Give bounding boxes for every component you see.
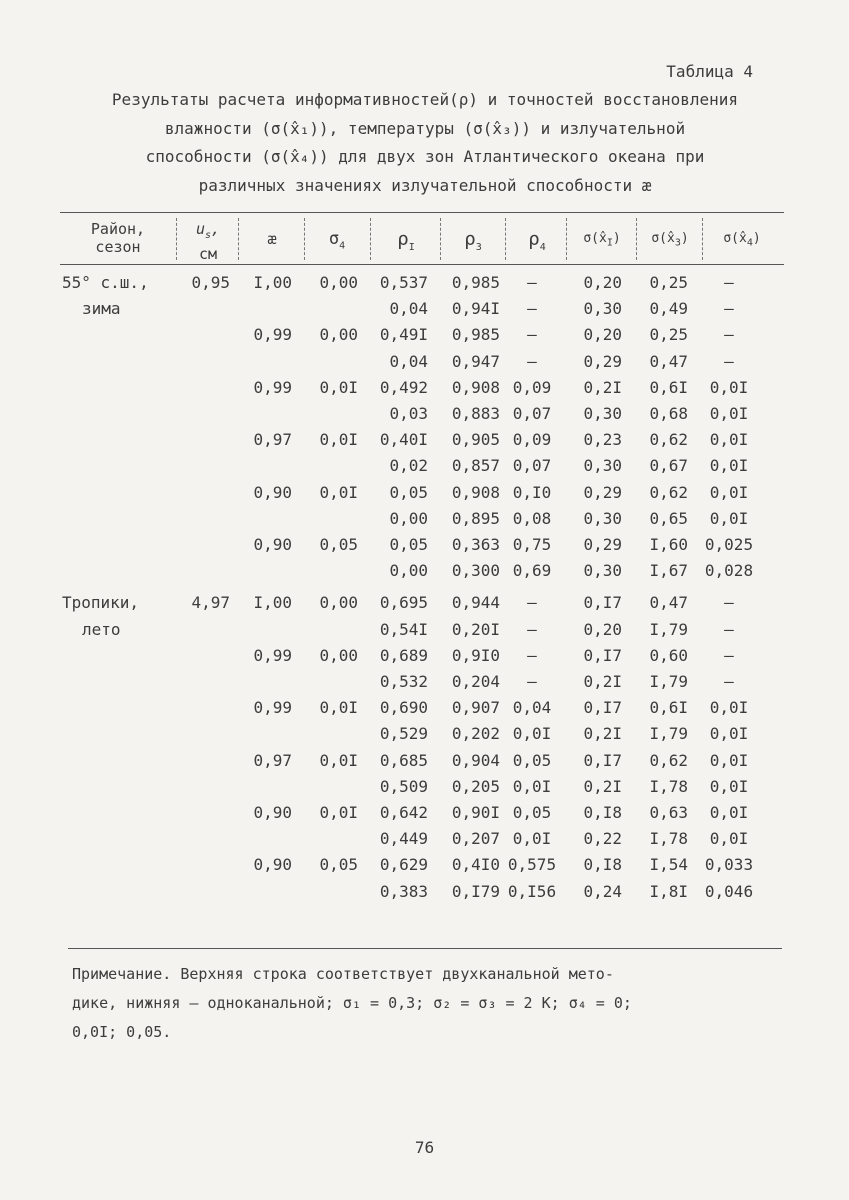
table-cell-sx4: 0,0I	[709, 776, 749, 796]
table-cell-sx1: 0,24	[583, 881, 622, 901]
footnote-rule	[68, 948, 782, 949]
table-cell-r3: 0,895	[451, 508, 500, 528]
header-us	[180, 220, 236, 263]
table-cell-sx1: 0,22	[583, 829, 622, 849]
table-cell-sx1: 0,23	[583, 430, 622, 450]
table-cell-r3: 0,4I0	[451, 855, 500, 875]
header-us-unit: см	[198, 245, 218, 263]
table-cell-r4: –	[527, 672, 537, 691]
table-cell-sx4: 0,0I	[709, 829, 749, 849]
table-cell-r4: 0,0I	[512, 829, 552, 849]
column-separator	[370, 218, 371, 260]
table-cell-r1: 0,05	[389, 535, 428, 554]
table-cell-s4: 0,00	[319, 273, 358, 292]
table-cell-us: 4,97	[191, 593, 230, 613]
table-cell-r4: –	[527, 325, 537, 345]
table-cell-r3: 0,947	[451, 351, 500, 371]
table-cell-sx4: 0,0I	[709, 724, 749, 744]
header-rho1-sub: I	[408, 241, 415, 253]
table-cell-ae: I,00	[253, 273, 292, 292]
table-cell-r4: –	[527, 645, 537, 665]
header-rho3-symbol: ρ	[464, 228, 476, 250]
caption-line: Результаты расчета информативностей(ρ) и точностей восстановления	[111, 90, 739, 109]
table-cell-sx3: 0,63	[649, 803, 688, 822]
table-cell-r1: 0,49I	[379, 325, 428, 345]
table-cell-sx1: 0,29	[583, 351, 622, 371]
table-cell-r4: –	[527, 299, 537, 319]
table-cell-r3: 0,363	[451, 535, 500, 554]
table-cell-region: 55° с.ш.,	[62, 273, 149, 292]
table-cell-r1: 0,00	[389, 561, 428, 581]
table-cell-sx3: I,78	[649, 829, 688, 849]
table-cell-r1: 0,04	[389, 351, 428, 371]
table-cell-s4: 0,0I	[319, 750, 358, 770]
table-cell-sx1: 0,I7	[583, 750, 622, 770]
table-cell-sx1: 0,2I	[583, 377, 622, 397]
table-cell-region: Тропики,	[62, 593, 140, 613]
header-sx1	[568, 230, 636, 253]
table-cell-sx4: 0,028	[704, 561, 754, 581]
table-cell-r3: 0,94I	[451, 299, 500, 319]
header-us-symbol: u	[195, 220, 205, 238]
table-cell-r4: 0,75	[512, 535, 552, 554]
table-cell-sx1: 0,30	[583, 299, 622, 319]
table-cell-sx3: 0,60	[649, 645, 688, 665]
table-cell-sx4: –	[724, 351, 734, 371]
table-cell-r3: 0,985	[451, 325, 500, 345]
page-number: 76	[414, 1138, 435, 1157]
table-cell-ae: 0,90	[253, 482, 292, 502]
table-cell-r3: 0,300	[451, 561, 500, 581]
table-cell-r3: 0,857	[451, 456, 500, 476]
table-cell-s4: 0,0I	[319, 377, 358, 397]
table-cell-sx1: 0,30	[583, 561, 622, 581]
table-cell-sx1: 0,29	[583, 482, 622, 502]
table-cell-sx3: I,8I	[649, 881, 688, 901]
table-cell-r1: 0,04	[389, 299, 428, 319]
table-cell-r3: 0,90I	[451, 803, 500, 822]
table-cell-sx4: 0,0I	[709, 430, 749, 450]
table-cell-sx4: 0,0I	[709, 750, 749, 770]
table-cell-sx1: 0,20	[583, 325, 622, 345]
table-cell-sx1: 0,2I	[583, 776, 622, 796]
table-cell-r1: 0,449	[379, 829, 428, 849]
table-cell-r1: 0,05	[389, 482, 428, 502]
table-cell-sx3: 0,25	[649, 325, 688, 345]
table-cell-s4: 0,00	[319, 325, 358, 345]
table-cell-r1: 0,532	[379, 672, 428, 691]
caption-line: способности (σ(x̂₄)) для двух зон Атлантического океана при	[145, 147, 705, 166]
table-cell-sx4: –	[724, 299, 734, 319]
table-cell-sx4: –	[724, 645, 734, 665]
header-sx3	[638, 230, 702, 253]
header-rho4-sub: 4	[539, 241, 546, 253]
table-cell-r1: 0,383	[379, 881, 428, 901]
table-cell-sx4: 0,025	[704, 535, 754, 554]
table-cell-sx4: 0,0I	[709, 482, 749, 502]
table-header-rule	[60, 264, 784, 265]
table-cell-r3: 0,904	[451, 750, 500, 770]
table-cell-s4: 0,0I	[319, 698, 358, 718]
table-cell-r4: 0,69	[512, 561, 552, 581]
table-cell-ae: 0,99	[253, 377, 292, 397]
table-cell-r1: 0,40I	[379, 430, 428, 450]
table-cell-sx4: 0,0I	[709, 698, 749, 718]
table-cell-r4: 0,I0	[512, 482, 552, 502]
table-cell-r4: 0,05	[512, 803, 552, 822]
column-separator	[304, 218, 305, 260]
table-cell-sx1: 0,I8	[583, 803, 622, 822]
header-us-comma: ,	[211, 220, 221, 238]
table-cell-sx1: 0,I8	[583, 855, 622, 875]
header-region	[66, 220, 170, 256]
table-cell-sx3: 0,47	[649, 351, 688, 371]
table-cell-sx3: I,78	[649, 776, 688, 796]
footnote-line: Примечание. Верхняя строка соответствует двухканальной мето-	[72, 965, 614, 983]
table-cell-r3: 0,985	[451, 273, 500, 292]
table-cell-sx1: 0,I7	[583, 698, 622, 718]
column-separator	[566, 218, 567, 260]
table-cell-region: зима	[82, 299, 121, 319]
table-cell-sx1: 0,2I	[583, 672, 622, 691]
table-cell-r3: 0,883	[451, 404, 500, 423]
table-cell-r1: 0,54I	[379, 619, 428, 639]
header-ae: æ	[267, 230, 277, 248]
table-cell-ae: 0,90	[253, 803, 292, 822]
table-cell-r1: 0,492	[379, 377, 428, 397]
table-cell-ae: 0,90	[253, 855, 292, 875]
table-cell-ae: 0,99	[253, 325, 292, 345]
table-cell-r3: 0,204	[451, 672, 500, 691]
table-cell-ae: 0,99	[253, 645, 292, 665]
caption-line: различных значениях излучательной способности æ	[198, 175, 652, 195]
table-cell-ae: 0,97	[253, 750, 292, 770]
table-cell-sx4: –	[724, 273, 734, 292]
table-cell-sx4: 0,046	[704, 881, 754, 901]
table-cell-sx3: 0,6I	[649, 377, 688, 397]
footnote-line: дике, нижняя – одноканальной; σ₁ = 0,3; σ₂ = σ₃ = 2 К; σ₄ = 0;	[72, 994, 632, 1012]
table-cell-r3: 0,908	[451, 482, 500, 502]
table-cell-sx4: 0,0I	[709, 404, 749, 423]
table-cell-us: 0,95	[191, 273, 230, 292]
table-cell-s4: 0,0I	[319, 482, 358, 502]
table-cell-sx3: I,79	[649, 724, 688, 744]
header-sx1-sub: I	[606, 237, 613, 249]
table-cell-r4: 0,0I	[512, 724, 552, 744]
table-cell-r3: 0,908	[451, 377, 500, 397]
table-cell-sx3: 0,65	[649, 508, 688, 528]
table-cell-r4: 0,I56	[507, 881, 557, 901]
table-cell-r3: 0,205	[451, 776, 500, 796]
table-cell-sx4: 0,033	[704, 855, 754, 875]
table-cell-r4: –	[527, 619, 537, 639]
column-separator	[636, 218, 637, 260]
table-cell-sx1: 0,30	[583, 456, 622, 476]
table-cell-r4: 0,08	[512, 508, 552, 528]
table-cell-s4: 0,00	[319, 645, 358, 665]
header-sx4-close: )	[752, 231, 761, 246]
table-cell-sx3: 0,47	[649, 593, 688, 613]
table-cell-ae: 0,99	[253, 698, 292, 718]
table-cell-s4: 0,05	[319, 535, 358, 554]
table-cell-r1: 0,03	[389, 404, 428, 423]
header-sx1-symbol: σ(x̂	[583, 231, 607, 246]
table-cell-sx4: 0,0I	[709, 508, 749, 528]
table-cell-sx3: I,54	[649, 855, 688, 875]
table-cell-s4: 0,05	[319, 855, 358, 875]
table-cell-sx4: –	[724, 672, 734, 691]
header-sx4-symbol: σ(x̂	[723, 231, 747, 246]
table-cell-ae: 0,97	[253, 430, 292, 450]
table-cell-region: лето	[82, 619, 121, 639]
table-cell-r1: 0,689	[379, 645, 428, 665]
table-cell-r4: 0,07	[512, 404, 552, 423]
table-cell-s4: 0,0I	[319, 430, 358, 450]
header-sx3-symbol: σ(x̂	[651, 231, 675, 246]
column-separator	[440, 218, 441, 260]
table-cell-sx1: 0,20	[583, 273, 622, 292]
table-cell-sx3: I,60	[649, 535, 688, 554]
table-cell-sx4: 0,0I	[709, 456, 749, 476]
table-cell-r3: 0,207	[451, 829, 500, 849]
table-cell-r1: 0,00	[389, 508, 428, 528]
table-cell-sx3: I,79	[649, 672, 688, 691]
table-cell-r4: 0,09	[512, 377, 552, 397]
table-cell-r3: 0,944	[451, 593, 500, 613]
table-cell-sx1: 0,I7	[583, 645, 622, 665]
table-cell-sx4: –	[724, 325, 734, 345]
table-cell-ae: I,00	[253, 593, 292, 613]
header-rho1-symbol: ρ	[397, 228, 409, 250]
table-cell-s4: 0,0I	[319, 803, 358, 822]
header-sx1-close: )	[612, 231, 621, 246]
footnote-line: 0,0I; 0,05.	[72, 1023, 172, 1041]
column-separator	[505, 218, 506, 260]
column-separator	[702, 218, 703, 260]
table-cell-sx4: 0,0I	[709, 377, 749, 397]
header-region-line1: Район,	[90, 220, 146, 238]
header-sx3-sub: 3	[674, 237, 681, 249]
table-cell-r1: 0,690	[379, 698, 428, 718]
table-cell-r1: 0,642	[379, 803, 428, 822]
table-cell-sx1: 0,29	[583, 535, 622, 554]
table-label: Таблица 4	[666, 62, 753, 81]
table-cell-sx1: 0,30	[583, 508, 622, 528]
column-separator	[176, 218, 177, 260]
table-cell-r3: 0,905	[451, 430, 500, 450]
table-cell-sx1: 0,2I	[583, 724, 622, 744]
table-cell-r3: 0,9I0	[451, 645, 500, 665]
column-separator	[238, 218, 239, 260]
table-cell-r4: –	[527, 273, 537, 292]
table-cell-r1: 0,529	[379, 724, 428, 744]
table-cell-r3: 0,I79	[451, 881, 500, 901]
header-rho3	[442, 230, 504, 257]
table-cell-s4: 0,00	[319, 593, 358, 613]
table-cell-r1: 0,629	[379, 855, 428, 875]
caption-line: влажности (σ(x̂₁)), температуры (σ(x̂₃)) и излучательной	[164, 118, 686, 138]
header-sx4	[704, 230, 780, 253]
table-cell-sx3: 0,49	[649, 299, 688, 319]
table-cell-r1: 0,685	[379, 750, 428, 770]
header-sx4-sub: 4	[746, 237, 753, 249]
table-cell-r1: 0,509	[379, 776, 428, 796]
table-cell-sx3: 0,62	[649, 750, 688, 770]
header-sigma4-symbol: σ	[328, 229, 340, 249]
header-sigma4-sub: 4	[339, 240, 346, 252]
table-cell-r3: 0,20I	[451, 619, 500, 639]
table-cell-sx3: 0,68	[649, 404, 688, 423]
table-cell-r4: –	[527, 351, 537, 371]
table-cell-sx3: 0,25	[649, 273, 688, 292]
table-top-rule	[60, 212, 784, 213]
table-cell-r3: 0,907	[451, 698, 500, 718]
table-cell-sx3: I,79	[649, 619, 688, 639]
table-cell-ae: 0,90	[253, 535, 292, 554]
table-caption	[60, 86, 790, 200]
table-cell-r3: 0,202	[451, 724, 500, 744]
table-cell-sx3: 0,62	[649, 430, 688, 450]
table-cell-r4: 0,04	[512, 698, 552, 718]
table-cell-r4: 0,09	[512, 430, 552, 450]
table-cell-r1: 0,537	[379, 273, 428, 292]
table-cell-r4: 0,07	[512, 456, 552, 476]
table-cell-sx4: 0,0I	[709, 803, 749, 822]
table-cell-r4: 0,05	[512, 750, 552, 770]
footnote	[72, 960, 784, 1047]
table-cell-sx1: 0,I7	[583, 593, 622, 613]
header-sigma4	[306, 230, 368, 255]
table-cell-sx3: 0,6I	[649, 698, 688, 718]
table-cell-sx1: 0,20	[583, 619, 622, 639]
table-cell-sx4: –	[724, 619, 734, 639]
header-rho4-symbol: ρ	[528, 228, 540, 250]
table-cell-sx3: 0,67	[649, 456, 688, 476]
header-us-sub: s	[204, 230, 212, 241]
table-cell-r1: 0,695	[379, 593, 428, 613]
table-cell-r1: 0,02	[389, 456, 428, 476]
table-cell-r4: 0,575	[507, 855, 557, 875]
header-region-line2: сезон	[95, 238, 141, 256]
table-cell-r4: 0,0I	[512, 776, 552, 796]
table-cell-sx1: 0,30	[583, 404, 622, 423]
table-cell-sx4: –	[724, 593, 734, 613]
header-rho1	[374, 230, 438, 257]
header-rho3-sub: 3	[475, 241, 482, 253]
header-rho4	[508, 230, 566, 257]
table-cell-sx3: I,67	[649, 561, 688, 581]
header-sx3-close: )	[680, 231, 689, 246]
table-cell-r4: –	[527, 593, 537, 613]
table-cell-sx3: 0,62	[649, 482, 688, 502]
